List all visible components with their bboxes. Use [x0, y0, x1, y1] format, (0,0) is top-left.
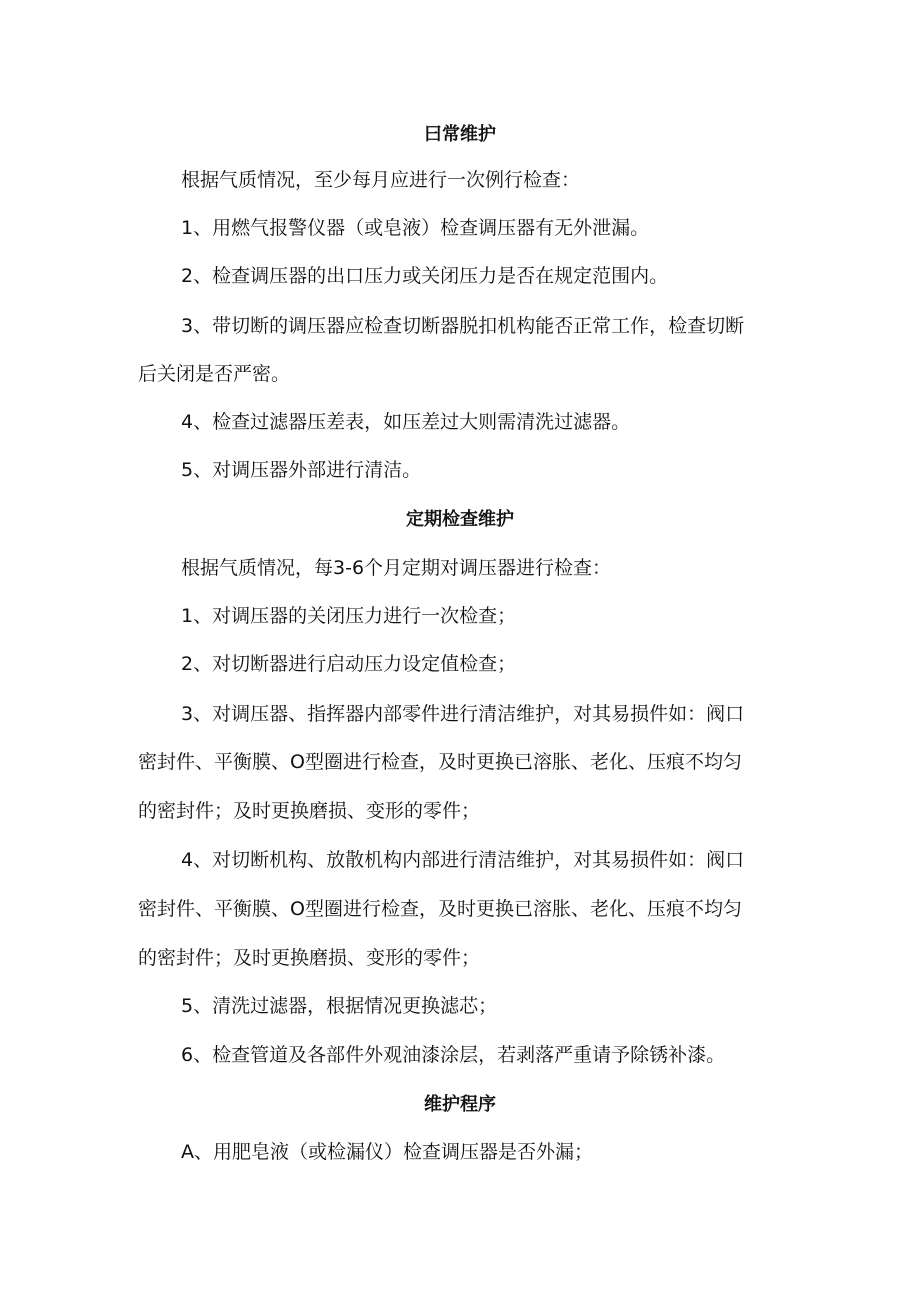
paragraph: 1、用燃气报警仪器（或皂液）检查调压器有无外泄漏。 [181, 217, 650, 239]
paragraph: 6、检查管道及各部件外观油漆涂层，若剥落严重请予除锈补漆。 [181, 1044, 726, 1066]
paragraph: 4、检查过滤器压差表，如压差过大则需清洗过滤器。 [181, 411, 631, 433]
paragraph-continuation: 的密封件；及时更换磨损、变形的零件； [138, 947, 481, 969]
paragraph: 3、带切断的调压器应检查切断器脱扣机构能否正常工作，检查切断 [181, 315, 745, 337]
paragraph: 1、对调压器的关闭压力进行一次检查； [181, 605, 517, 627]
paragraph: 2、对切断器进行启动压力设定值检查； [181, 653, 517, 675]
paragraph: 5、清洗过滤器，根据情况更换滤芯； [181, 995, 498, 1017]
section-heading-daily-maintenance: 曰常维护 [424, 124, 496, 145]
paragraph: 3、对调压器、指挥器内部零件进行清洁维护，对其易损件如：阀口 [181, 703, 745, 725]
paragraph: 2、检查调压器的出口压力或关闭压力是否在规定范围内。 [181, 265, 669, 287]
paragraph-continuation: 的密封件；及时更换磨损、变形的零件； [138, 800, 481, 822]
paragraph-continuation: 密封件、平衡膜、O型圈进行检查，及时更换已溶胀、老化、压痕不均匀 [138, 898, 742, 920]
section-heading-maintenance-procedure: 维护程序 [424, 1094, 496, 1115]
paragraph: 4、对切断机构、放散机构内部进行清洁维护，对其易损件如：阀口 [181, 849, 745, 871]
paragraph: 根据气质情况，至少每月应进行一次例行检查： [181, 169, 581, 191]
paragraph: 根据气质情况，每3-6个月定期对调压器进行检查： [181, 557, 612, 579]
paragraph: A、用肥皂液（或检漏仪）检查调压器是否外漏； [181, 1141, 593, 1163]
paragraph-continuation: 密封件、平衡膜、O型圈进行检查，及时更换已溶胀、老化、压痕不均匀 [138, 751, 742, 773]
section-heading-periodic-maintenance: 定期检查维护 [406, 509, 514, 530]
paragraph: 5、对调压器外部进行清洁。 [181, 459, 422, 481]
paragraph-continuation: 后关闭是否严密。 [138, 363, 291, 385]
